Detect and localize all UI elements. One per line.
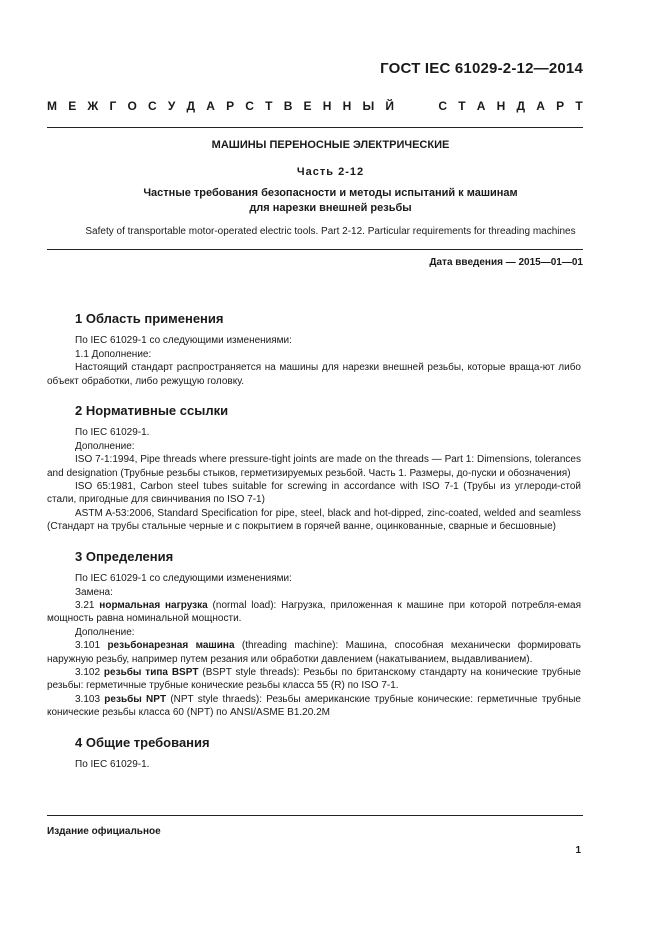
paragraph: По IEC 61029-1 со следующими изменениями: bbox=[75, 335, 292, 347]
banner-letter: Т bbox=[265, 99, 273, 113]
document-subtitle: Частные требования безопасности и методы испытаний к машинам для нарезки внешней резьбы bbox=[143, 187, 518, 214]
header-divider bbox=[47, 127, 583, 128]
banner-letter: С bbox=[147, 99, 157, 113]
section-heading: 3 Определения bbox=[75, 548, 174, 564]
banner-letter: С bbox=[245, 99, 254, 113]
introduction-date: Дата введения — 2015—01—01 bbox=[429, 257, 583, 268]
banner-letter: А bbox=[206, 99, 215, 113]
paragraph: По IEC 61029-1. bbox=[75, 758, 150, 770]
paragraph: Настоящий стандарт распространяется на машины для нарезки внешней резьбы, которые враща-ют либо объект обработки, либо режущую головку. bbox=[47, 362, 581, 387]
standard-number: ГОСТ IEC 61029-2-12—2014 bbox=[380, 60, 583, 77]
document-title: МАШИНЫ ПЕРЕНОСНЫЕ ЭЛЕКТРИЧЕСКИЕ bbox=[211, 139, 450, 151]
banner-letter: Й bbox=[385, 99, 395, 113]
banner-letter: У bbox=[167, 99, 176, 113]
paragraph: По IEC 61029-1 со следующими изменениями: bbox=[75, 573, 292, 585]
document-body bbox=[47, 311, 581, 787]
definition-3-103: 3.103 резьбы NPT (NPT style thraeds): Резьбы американские трубные конические: герметичные трубные конические резьбы класса 60 (NPT) по ANSI/ASME B1.20.2M bbox=[47, 693, 581, 719]
banner-letter: Н bbox=[322, 99, 332, 113]
definition-3-101: 3.101 резьбонарезная машина (threading machine): Машина, способная механически формировать наружную резьбу, например путем резания или обработки давлением (накатыванием, выдавливанием). bbox=[47, 640, 581, 665]
banner-letter: А bbox=[476, 99, 486, 113]
footer-divider bbox=[47, 815, 583, 816]
banner-letter: Д bbox=[186, 99, 196, 113]
page-number: 1 bbox=[575, 845, 581, 856]
banner-letter: Ж bbox=[87, 99, 99, 113]
banner-letter: Т bbox=[458, 99, 466, 113]
section-scope bbox=[47, 311, 581, 388]
section-heading: 1 Область применения bbox=[75, 311, 224, 326]
english-title: Safety of transportable motor-operated electric tools. Part 2-12. Particular requirements for threading machines bbox=[85, 226, 576, 237]
banner-letter: Е bbox=[68, 99, 77, 113]
banner-letter: Е bbox=[303, 99, 312, 113]
banner-letter: О bbox=[127, 99, 137, 113]
banner-letter: Р bbox=[556, 99, 565, 113]
reference-item: ISO 65:1981, Carbon steel tubes suitable for screwing in accordance with ISO 7-1 (Трубы из углероди-стой стали, пригодные для свинчивания по ISO 7-1) bbox=[47, 481, 581, 506]
banner-letter: Н bbox=[342, 99, 352, 113]
section-heading: 4 Общие требования bbox=[75, 734, 210, 750]
definition-3-102: 3.102 резьбы типа BSPT (BSPT style threads): Резьбы по британскому стандарту на конические трубные резьбы: герметичные трубные конические резьбы класса 55 (R) по ISO 7-1. bbox=[47, 666, 581, 692]
reference-item: ISO 7-1:1994, Pipe threads where pressure-tight joints are made on the threads — Part 1: Dimensions, tolerances and designation (Трубные резьбы стыков, герметизируемых резьбой. Часть 1. Размеры, до-пуски и обозначения) bbox=[47, 454, 581, 479]
interstate-standard-banner bbox=[47, 99, 583, 113]
section-normative-references bbox=[47, 403, 581, 534]
section-heading: 2 Нормативные ссылки bbox=[75, 403, 229, 419]
banner-letter: Р bbox=[226, 99, 235, 113]
section-definitions bbox=[47, 548, 581, 720]
banner-letter: Г bbox=[109, 99, 117, 113]
banner-letter: В bbox=[283, 99, 293, 113]
paragraph: 1.1 Дополнение: bbox=[75, 348, 152, 360]
official-edition-label: Издание официальное bbox=[47, 826, 161, 837]
paragraph: Дополнение: bbox=[75, 440, 135, 452]
paragraph: Замена: bbox=[75, 586, 113, 598]
banner-letter: Т bbox=[575, 99, 583, 113]
paragraph: По IEC 61029-1. bbox=[75, 427, 150, 439]
banner-letter: Ы bbox=[362, 99, 375, 113]
reference-item: ASTM A-53:2006, Standard Specification for pipe, steel, black and hot-dipped, zinc-coated, welded and seamless (Стандарт на трубы стальные черные и с покрытием в горячей ванне, оцинкованные, сварные и бесшовные) bbox=[47, 507, 581, 533]
banner-letter: М bbox=[47, 99, 57, 113]
section-general-requirements bbox=[75, 736, 581, 772]
banner-word-gap bbox=[405, 99, 427, 113]
banner-letter: С bbox=[438, 99, 448, 113]
banner-letter: Н bbox=[496, 99, 506, 113]
paragraph: Дополнение: bbox=[75, 626, 135, 638]
title-divider bbox=[47, 249, 583, 250]
definition-3-21: 3.21 нормальная нагрузка (normal load): Нагрузка, приложенная к машине при которой потребля-емая мощность равна номинальной мощности. bbox=[47, 599, 581, 625]
banner-letter: Д bbox=[516, 99, 526, 113]
part-label: Часть 2-12 bbox=[296, 166, 365, 178]
banner-letter: А bbox=[536, 99, 545, 113]
